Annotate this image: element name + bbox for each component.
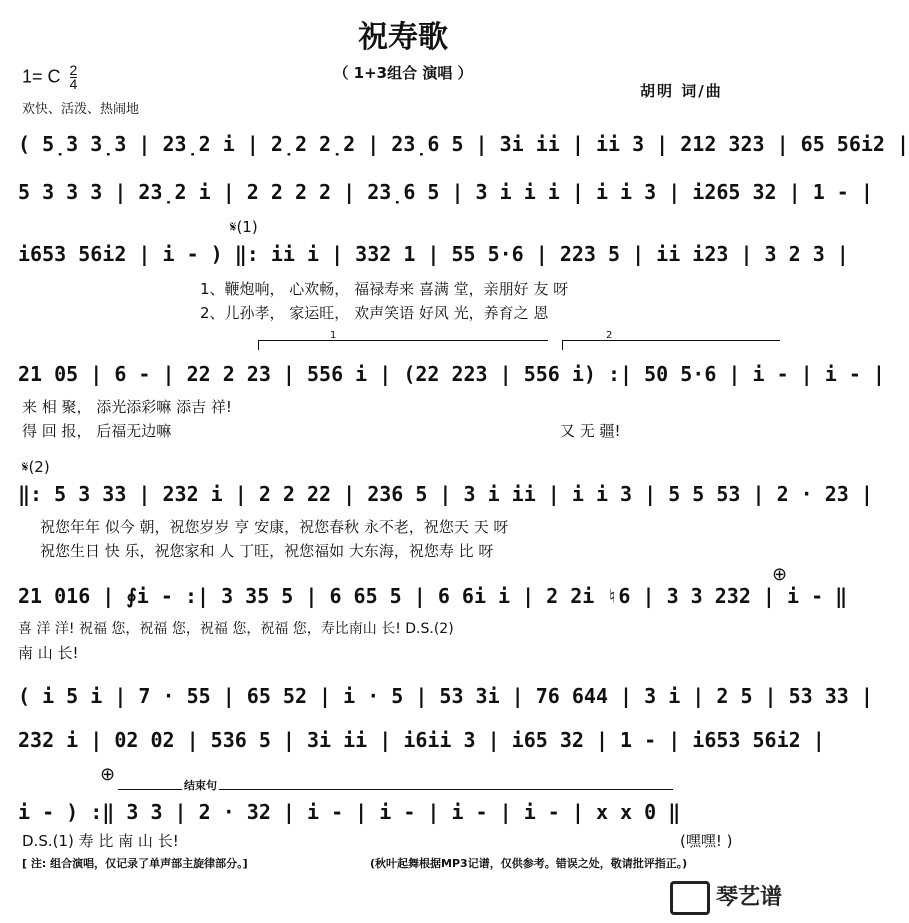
score-row-1: ( 5̣3 3̣3 | 23̣2 i | 2̣2 2̣2 | 23̣6 5 | 3i ii | ii 3 | 212 323 | 65 56i2 |: [18, 132, 909, 156]
lyric-row-6-verse-1: 喜 洋 洋! 祝福 您，祝福 您，祝福 您，祝福 您，寿比南山 长! D.S.(2): [18, 621, 454, 637]
score-row-5: ‖: 5 3 33 | 232 i | 2 2 22 | 236 5 | 3 i ii | i i 3 | 5 5 53 | 2 · 23 |: [18, 482, 873, 506]
lyric-row-5-verse-2: 祝您生日 快 乐，祝您家和 人 丁旺，祝您福如 大东海，祝您寿 比 呀: [40, 542, 494, 560]
tempo-marking: 欢快、活泼、热闹地: [22, 102, 140, 117]
coda-sign-bottom: ⊕: [100, 764, 116, 785]
time-bottom: 4: [69, 76, 78, 92]
score-row-2: 5 3 3 3 | 23̣2 i | 2 2 2 2 | 23̣6 5 | 3 i i i | i i 3 | i265 32 | 1 - |: [18, 180, 873, 204]
volta-number-2: 2: [606, 330, 613, 341]
lyric-row-4-verse-2: 得 回 报， 后福无边嘛: [22, 422, 172, 440]
time-signature: [70, 64, 78, 91]
volta-bracket-1-left: [258, 340, 259, 350]
song-title: 祝寿歌: [358, 20, 448, 55]
credits: 胡明 词/曲: [640, 82, 723, 100]
score-row-8: 232 i | 02 02 | 536 5 | 3i ii | i6ii 3 | i65 32 | 1 - | i653 56i2 |: [18, 728, 825, 752]
lyric-row-4-verse-2-ending: 又 无 疆!: [560, 422, 621, 440]
site-logo: [670, 880, 782, 915]
lyric-row-3-verse-1: 1、鞭炮响， 心欢畅， 福禄寿来 喜满 堂，亲朋好 友 呀: [200, 280, 569, 298]
score-row-7: ( i 5 i | 7 · 55 | 65 52 | i · 5 | 53 3i | 76 644 | 3 i | 2 5 | 53 33 |: [18, 684, 873, 708]
lyric-row-4-verse-1: 来 相 聚， 添光添彩嘛 添吉 祥!: [22, 398, 232, 416]
lyric-row-9: D.S.(1) 寿 比 南 山 长!: [22, 832, 179, 850]
time-top: 2: [69, 62, 78, 78]
key-text: 1= C: [22, 66, 61, 87]
logo-mark-icon: [670, 881, 710, 915]
volta-bracket-1: [258, 340, 548, 341]
footer-note: [ 注: 组合演唱，仅记录了单声部主旋律部分。]: [22, 857, 248, 870]
performer-line: （ 1+3组合 演唱 ）: [333, 64, 473, 82]
score-row-4: 21 05 | 6 - | 22 2 23 | 556 i | (22 223 | 556 i) :| 50 5·6 | i - | i - |: [18, 362, 885, 386]
volta-number-1: 1: [330, 330, 337, 341]
segno-1: 𝄋(1): [230, 218, 258, 236]
coda-label: 结束句: [184, 779, 217, 792]
volta-bracket-2-left: [562, 340, 563, 350]
footer-source: (秋叶起舞根据MP3记谱，仅供参考。错误之处，敬请批评指正。): [370, 857, 688, 870]
lyric-row-5-verse-1: 祝您年年 似今 朝，祝您岁岁 亨 安康，祝您春秋 永不老，祝您天 天 呀: [40, 518, 509, 536]
score-row-6: 21 016 | ∮i - :| 3 35 5 | 6 65 5 | 6 6i i | 2 2i ♮6 | 3 3 232 | i - ‖: [18, 584, 848, 608]
segno-2: 𝄋(2): [22, 458, 50, 476]
lyric-row-9-shout: (嘿嘿! ): [680, 832, 733, 850]
score-row-3: i653 56i2 | i - ) ‖: ii i | 332 1 | 55 5·6 | 223 5 | ii i23 | 3 2 3 |: [18, 242, 849, 266]
lyric-row-6-verse-2: 南 山 长!: [18, 644, 79, 662]
volta-bracket-2: [562, 340, 780, 341]
logo-text: 琴艺谱: [716, 885, 783, 910]
coda-sign-top: ⊕: [772, 564, 788, 585]
lyric-row-3-verse-2: 2、儿孙孝， 家运旺， 欢声笑语 好风 光，养育之 恩: [200, 304, 549, 322]
key-signature: [22, 64, 77, 91]
score-row-9: i - ) :‖ 3 3 | 2 · 32 | i - | i - | i - | i - | x x 0 ‖: [18, 800, 681, 824]
